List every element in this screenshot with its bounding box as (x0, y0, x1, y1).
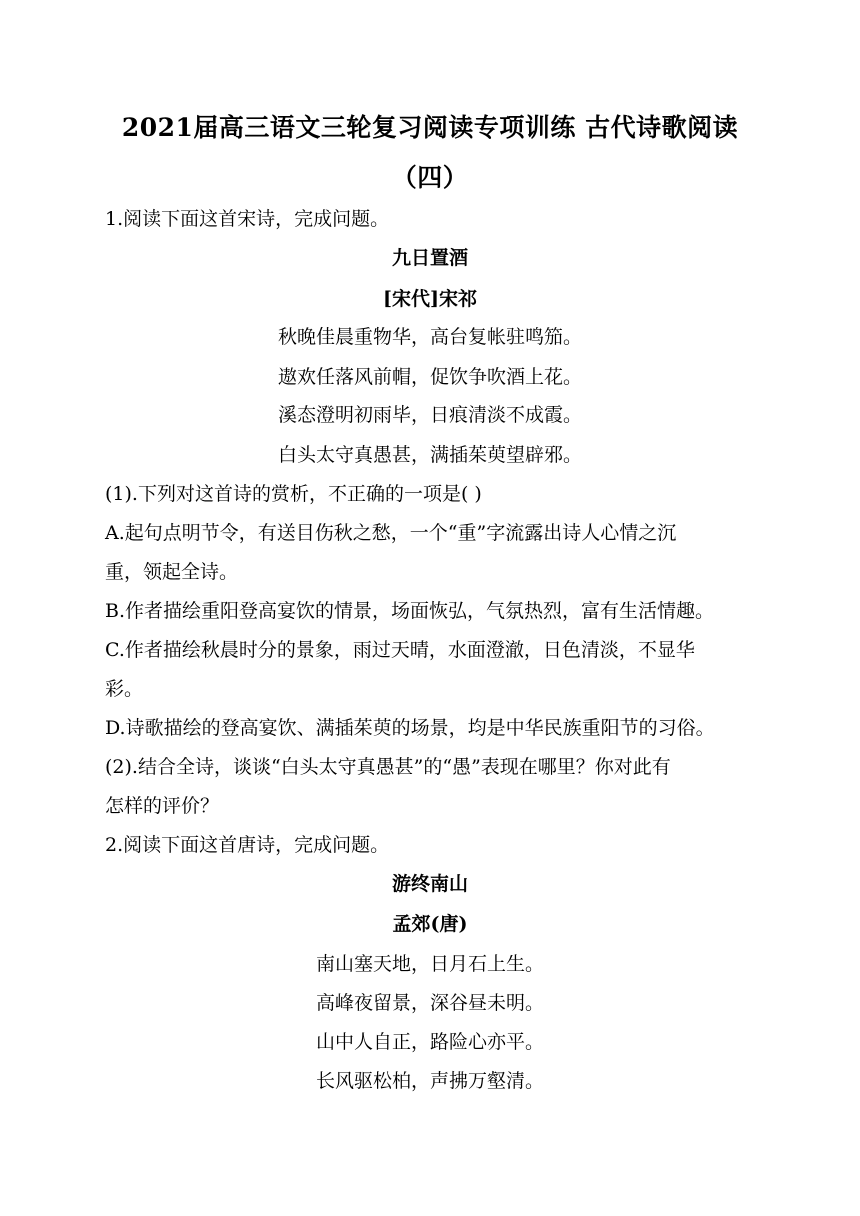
poem-1-author: [宋代]宋祁 (383, 288, 477, 310)
question-2-intro: 2.阅读下面这首唐诗，完成问题。 (105, 834, 390, 856)
poem-2-line: 高峰夜留景，深谷昼未明。 (315, 992, 544, 1014)
option-b: B.作者描绘重阳登高宴饮的情景，场面恢弘，气氛热烈，富有生活情趣。 (105, 600, 715, 622)
option-d: D.诗歌描绘的登高宴饮、满插茱萸的场景，均是中华民族重阳节的习俗。 (105, 717, 715, 739)
poem-1-line: 遨欢任落风前帽，促饮争吹酒上花。 (277, 366, 582, 388)
poem-2-line: 山中人自正，路险心亦平。 (315, 1031, 544, 1053)
option-a: A.起句点明节令，有送目伤秋之愁，一个“重”字流露出诗人心情之沉 (105, 522, 677, 544)
poem-1-line: 溪态澄明初雨毕，日痕清淡不成霞。 (277, 404, 582, 426)
question-1-2-stem: (2).结合全诗，谈谈“白头太守真愚甚”的“愚”表现在哪里？你对此有 (105, 756, 671, 778)
poem-2-line: 南山塞天地，日月石上生。 (315, 953, 544, 975)
poem-2-author: 孟郊(唐) (392, 913, 468, 935)
poem-1-title: 九日置酒 (391, 247, 468, 269)
document-title: 2021届高三语文三轮复习阅读专项训练 古代诗歌阅读 (121, 113, 739, 142)
option-a-continued: 重，领起全诗。 (105, 561, 239, 583)
poem-1-line: 秋晚佳晨重物华，高台复帐驻鸣笳。 (277, 326, 582, 348)
poem-2-line: 长风驱松柏，声拂万壑清。 (315, 1070, 544, 1092)
option-c-continued: 彩。 (105, 678, 144, 700)
question-1-intro: 1.阅读下面这首宋诗，完成问题。 (105, 208, 390, 230)
poem-1-line: 白头太守真愚甚，满插茱萸望辟邪。 (277, 444, 582, 466)
question-1-2-stem-continued: 怎样的评价？ (105, 795, 220, 817)
document-title-suffix: （四） (391, 163, 469, 192)
option-c: C.作者描绘秋晨时分的景象，雨过天晴，水面澄澈，日色清淡，不显华 (105, 639, 695, 661)
poem-2-title: 游终南山 (391, 873, 468, 895)
question-1-1-stem: (1).下列对这首诗的赏析，不正确的一项是( ) (105, 483, 482, 505)
